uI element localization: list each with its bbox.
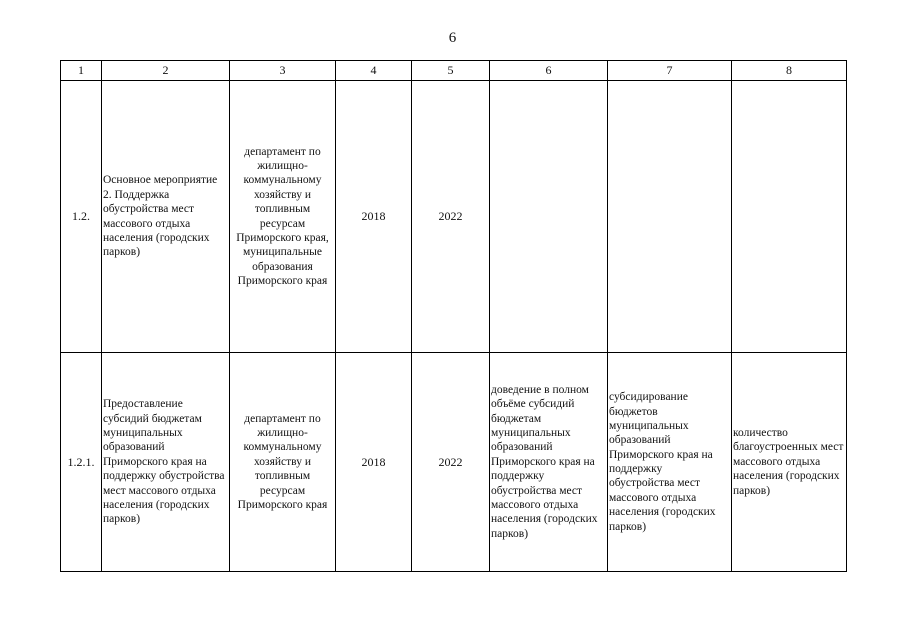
responsible-executor: департамент по жилищно-коммунальному хозяйству и топливным ресурсам Приморского края <box>230 353 336 572</box>
activity-name: Основное мероприятие 2. Поддержка обустройства мест массового отдыха населения (городских парков) <box>102 81 230 353</box>
header-cell: 7 <box>608 61 732 81</box>
header-cell: 4 <box>336 61 412 81</box>
end-year: 2022 <box>412 81 490 353</box>
responsible-executor: департамент по жилищно-коммунальному хозяйству и топливным ресурсам Приморского края, муниципальные образования Приморского края <box>230 81 336 353</box>
header-cell: 8 <box>732 61 847 81</box>
implementation-directions: субсидирование бюджетов муниципальных образований Приморского края на поддержку обустройства мест массового отдыха населения (городских парков) <box>608 353 732 572</box>
table-row <box>61 353 847 572</box>
header-cell: 2 <box>102 61 230 81</box>
table-row <box>61 81 847 353</box>
header-cell: 3 <box>230 61 336 81</box>
start-year: 2018 <box>336 81 412 353</box>
row-number: 1.2.1. <box>61 353 102 572</box>
end-year: 2022 <box>412 353 490 572</box>
program-table <box>60 60 847 572</box>
activity-name: Предоставление субсидий бюджетам муниципальных образований Приморского края на поддержку обустройства мест массового отдыха населения (городских парков) <box>102 353 230 572</box>
header-cell: 1 <box>61 61 102 81</box>
header-row <box>61 61 847 81</box>
start-year: 2018 <box>336 353 412 572</box>
target-indicator <box>732 81 847 353</box>
expected-result: доведение в полном объёме субсидий бюджетам муниципальных образований Приморского края на поддержку обустройства мест массового отдыха населения (городских парков) <box>490 353 608 572</box>
implementation-directions <box>608 81 732 353</box>
header-cell: 5 <box>412 61 490 81</box>
page-number: 6 <box>448 30 457 46</box>
row-number: 1.2. <box>61 81 102 353</box>
header-cell: 6 <box>490 61 608 81</box>
target-indicator: количество благоустроенных мест массового отдыха населения (городских парков) <box>732 353 847 572</box>
expected-result <box>490 81 608 353</box>
